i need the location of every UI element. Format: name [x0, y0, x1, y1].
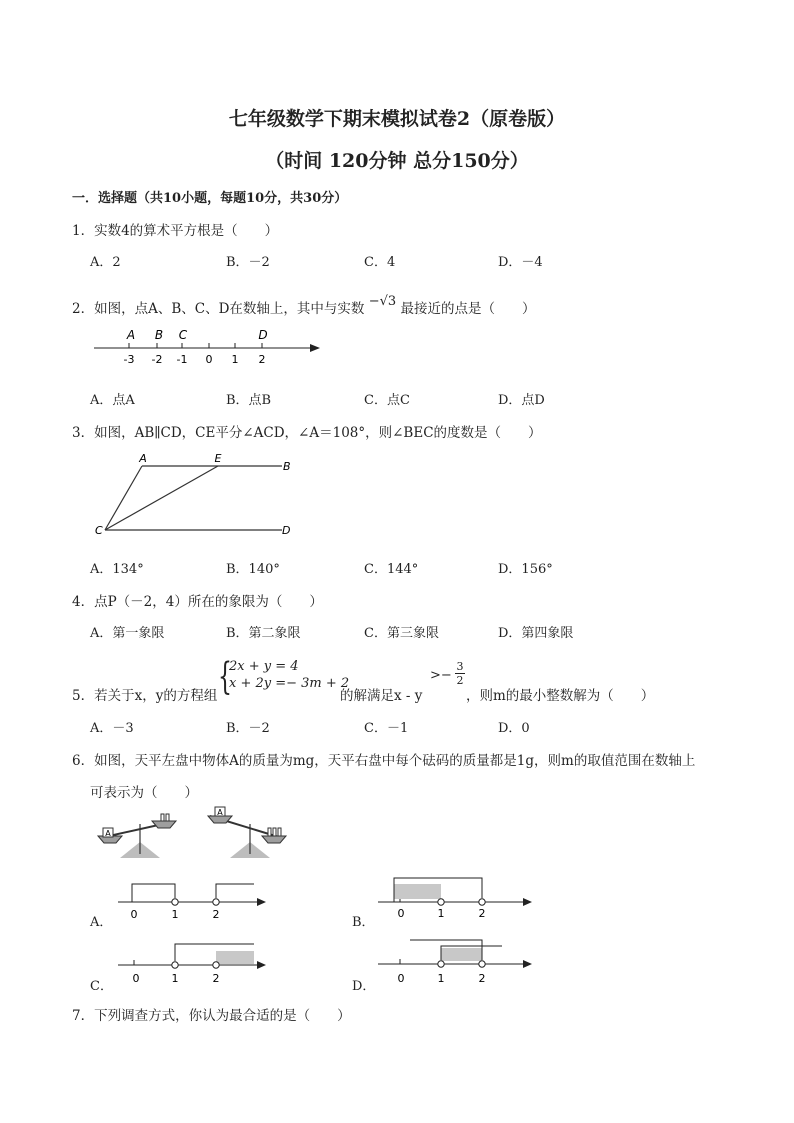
weight-icon — [268, 828, 271, 836]
q6-option-b-label[interactable]: B． — [352, 915, 375, 930]
section-heading: 一．选择题（共10小题，每题10分，共30分） — [72, 191, 348, 206]
question-1-stem: 1．实数4的算术平方根是（ ） — [72, 223, 279, 239]
q5-fraction-denominator: 2 — [456, 674, 464, 687]
q2-option-d[interactable]: D．点D — [498, 393, 545, 408]
axis-arrow — [257, 898, 266, 906]
q2-number-line — [90, 325, 330, 373]
q2-axis-arrow — [310, 344, 320, 352]
object-box-label: A — [217, 808, 223, 817]
open-circle-1 — [438, 899, 444, 905]
q2-stem-part-a: 2．如图，点A、B、C、D在数轴上，其中与实数 — [72, 301, 365, 317]
tick-label: 2 — [478, 972, 486, 985]
q3-option-b[interactable]: B．140° — [226, 562, 280, 577]
q5-stem-part-b: 的解满足x - y — [340, 688, 423, 704]
tick-label: 0 — [397, 907, 405, 918]
q3-option-c[interactable]: C．144° — [364, 562, 419, 577]
q6-option-d-number-line[interactable] — [374, 936, 538, 986]
q6-option-a-label[interactable]: A． — [90, 915, 113, 930]
shaded-range — [216, 951, 254, 964]
question-3-stem: 3．如图，AB∥CD，CE平分∠ACD，∠A＝108°，则∠BEC的度数是（ ） — [72, 425, 542, 441]
q6-option-c-number-line[interactable] — [112, 940, 272, 984]
q2-stem-part-b: 最接近的点是（ ） — [400, 301, 536, 317]
q3-figure — [90, 450, 300, 542]
open-circle-1 — [438, 961, 444, 967]
balance-pan-right — [262, 836, 286, 843]
q3-option-a[interactable]: A．134° — [90, 562, 144, 577]
q2-tick-label: 0 — [205, 353, 213, 366]
q2-point-label-d: D — [258, 328, 268, 342]
question-6-stem-line-1: 6．如图，天平左盘中物体A的质量为mg，天平右盘中每个砝码的质量都是1g，则m的取值范围在数轴上 — [72, 753, 696, 769]
tick-label: 2 — [478, 907, 486, 918]
object-box-label: A — [105, 829, 111, 838]
q5-option-b[interactable]: B．－2 — [226, 721, 270, 736]
tick-label: 1 — [437, 907, 445, 918]
q3-label-b: B — [283, 460, 291, 473]
q4-option-a[interactable]: A．第一象限 — [90, 626, 165, 641]
weight-icon — [278, 828, 281, 836]
shaded-range — [441, 948, 482, 961]
tick-label: 2 — [212, 972, 220, 984]
q4-option-d[interactable]: D．第四象限 — [498, 626, 574, 641]
q4-option-c[interactable]: C．第三象限 — [364, 626, 439, 641]
q5-stem-part-a: 5．若关于x，y的方程组 — [72, 688, 218, 704]
range-bracket — [216, 884, 254, 898]
q3-label-e: E — [214, 452, 222, 465]
q6-option-c-label[interactable]: C． — [90, 979, 113, 994]
open-circle-2 — [213, 899, 219, 905]
page-title: 七年级数学下期末模拟试卷2（原卷版） — [228, 108, 566, 130]
tick-label: 2 — [212, 908, 220, 920]
q1-option-d[interactable]: D．－4 — [498, 255, 543, 270]
q3-segment-ce — [105, 466, 218, 530]
open-circle-1 — [172, 899, 178, 905]
range-bracket — [132, 884, 175, 902]
q2-point-label-c: C — [178, 328, 188, 342]
q2-point-label-b: B — [154, 328, 164, 342]
q5-equation-1: 2x + y = 4 — [229, 659, 299, 674]
q2-tick-label: -2 — [151, 353, 163, 366]
q4-option-b[interactable]: B．第二象限 — [226, 626, 301, 641]
weight-icon — [166, 814, 169, 821]
tick-label: 1 — [437, 972, 445, 985]
q2-point-label-a: A — [126, 328, 136, 342]
q2-option-c[interactable]: C．点C — [364, 393, 410, 408]
q5-fraction-numerator: 3 — [456, 660, 464, 673]
axis-arrow — [523, 898, 532, 906]
q2-tick-label: 1 — [231, 353, 239, 366]
q5-stem-part-c: ，则m的最小整数解为（ ） — [466, 688, 655, 704]
q3-label-c: C — [95, 524, 103, 537]
axis-arrow — [523, 960, 532, 968]
open-circle-2 — [213, 962, 219, 968]
tick-label: 0 — [130, 908, 138, 920]
open-circle-2 — [479, 899, 485, 905]
q2-option-b[interactable]: B．点B — [226, 393, 272, 408]
balance-scale-left — [98, 814, 176, 858]
q1-option-a[interactable]: A．2 — [90, 255, 121, 270]
question-4-stem: 4．点P（－2，4）所在的象限为（ ） — [72, 594, 323, 610]
page-subtitle: （时间 120分钟 总分150分） — [265, 150, 529, 172]
q5-option-a[interactable]: A．－3 — [90, 721, 134, 736]
q6-balance-figure — [92, 806, 302, 866]
q1-option-b[interactable]: B．－2 — [226, 255, 270, 270]
open-circle-1 — [172, 962, 178, 968]
q3-label-a: A — [139, 452, 147, 465]
question-6-stem-line-2: 可表示为（ ） — [90, 785, 198, 801]
tick-label: 0 — [397, 972, 405, 985]
question-2-stem — [72, 294, 536, 317]
tick-label: 0 — [132, 972, 140, 984]
shaded-range — [394, 884, 441, 899]
q5-inequality: >− — [430, 668, 452, 683]
balance-scale-right — [208, 807, 286, 858]
q2-expression: −√3 — [368, 294, 397, 309]
tick-label: 1 — [171, 972, 179, 984]
q2-tick-label: -1 — [176, 353, 188, 366]
balance-pan-right — [152, 821, 176, 828]
q5-fraction — [455, 660, 465, 687]
q5-brace: { — [218, 656, 232, 700]
q6-option-b-number-line[interactable] — [374, 874, 538, 918]
q1-option-c[interactable]: C．4 — [364, 255, 396, 270]
q6-option-d-label[interactable]: D． — [352, 979, 376, 994]
q6-option-a-number-line[interactable] — [112, 878, 272, 920]
q3-segment-ac — [105, 466, 142, 530]
weight-icon — [161, 814, 164, 821]
open-circle-2 — [479, 961, 485, 967]
q3-option-d[interactable]: D．156° — [498, 562, 553, 577]
q2-option-a[interactable]: A．点A — [90, 393, 135, 408]
q5-equation-2: x + 2y =− 3m + 2 — [229, 676, 350, 691]
q2-tick-label: -3 — [123, 353, 135, 366]
q2-tick-label: 2 — [258, 353, 266, 366]
q3-label-d: D — [282, 524, 291, 537]
q5-option-d[interactable]: D．0 — [498, 721, 530, 736]
weight-icon — [273, 828, 276, 836]
q5-option-c[interactable]: C．－1 — [364, 721, 409, 736]
question-7-stem: 7．下列调查方式，你认为最合适的是（ ） — [72, 1008, 351, 1024]
tick-label: 1 — [171, 908, 179, 920]
axis-arrow — [257, 961, 266, 969]
